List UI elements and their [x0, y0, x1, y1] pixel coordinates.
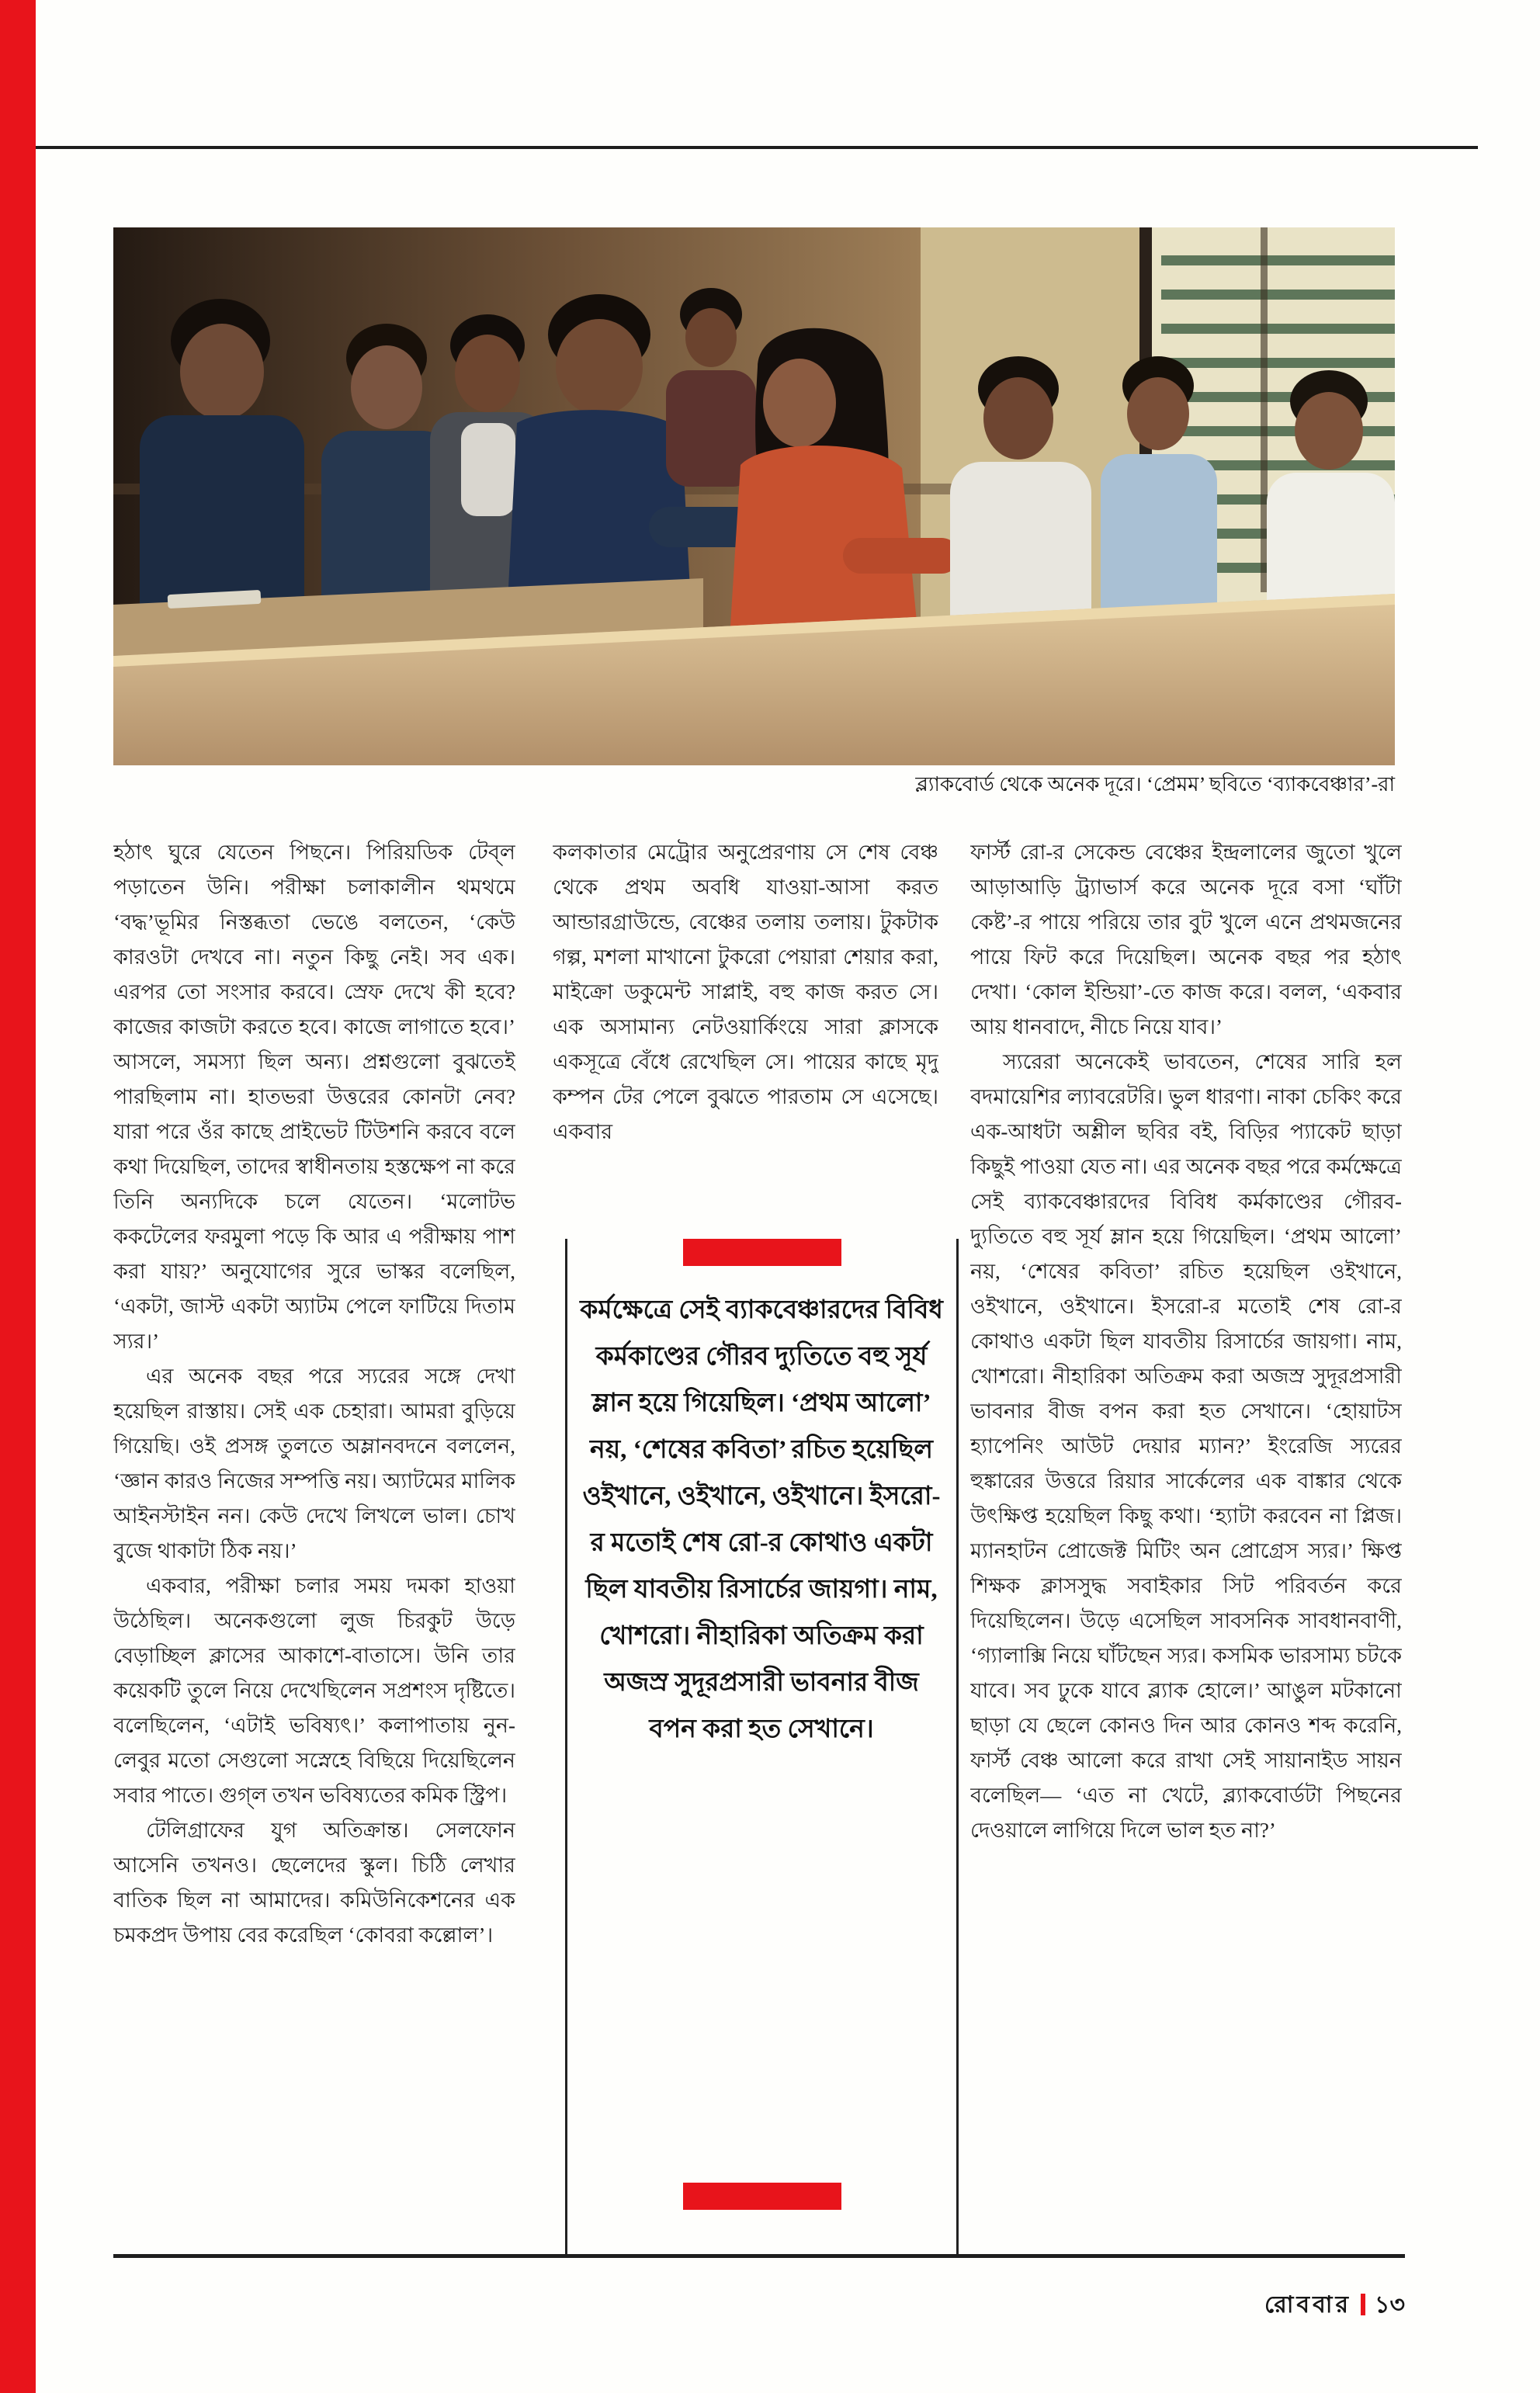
pullquote-bottom-red-bar	[683, 2183, 841, 2210]
left-margin-red-strip	[0, 0, 36, 2393]
top-horizontal-rule	[36, 146, 1478, 149]
text-column-1	[113, 835, 515, 2242]
paragraph: এর অনেক বছর পরে স্যরের সঙ্গে দেখা হয়েছিল রাস্তায়। সেই এক চেহারা। আমরা বুড়িয়ে গিয়েছি। ওই প্রসঙ্গ তুলতে অম্লানবদনে বললেন, ‘জ্ঞান কারও নিজের সম্পত্তি নয়। অ্যাটমের মালিক আইনস্টাইন নন। কেউ দেখে লিখলে ভাল। চোখ বুজে থাকাটা ঠিক নয়।’	[113, 1365, 515, 1562]
text-column-3	[970, 835, 1402, 2242]
paragraph: ফার্স্ট রো-র সেকেন্ড বেঞ্চের ইন্দ্রলালের জুতো খুলে আড়াআড়ি ট্র্যাভার্স করে অনেক দূরে বসা ‘ঘাঁটা কেষ্ট’-র পায়ে পরিয়ে তার বুট খুলে এনে প্রথমজনের পায়ে ফিট করে দিয়েছিল। অনেক বছর পর হঠাৎ দেখা। ‘কোল ইন্ডিয়া’-তে কাজ করে। বলল, ‘একবার আয় ধানবাদে, নীচে নিয়ে যাব।’	[970, 841, 1402, 1039]
footer-red-divider	[1361, 2294, 1365, 2315]
paragraph: একবার, পরীক্ষা চলার সময় দমকা হাওয়া উঠেছিল। অনেকগুলো লুজ চিরকুট উড়ে বেড়াচ্ছিল ক্লাসের আকাশে-বাতাসে। উনি তার কয়েকটি তুলে নিয়ে দেখেছিলেন সপ্রশংস দৃষ্টিতে। বলেছিলেন, ‘এটাই ভবিষ্যৎ।’ কলাপাতায় নুন-লেবুর মতো সেগুলো সস্নেহে বিছিয়ে দিয়েছিলেন সবার পাতে। গুগ্‌ল তখন ভবিষ্যতের কমিক স্ট্রিপ।	[113, 1574, 515, 1807]
paragraph: হঠাৎ ঘুরে যেতেন পিছনে। পিরিয়ডিক টেব্‌ল পড়াতেন উনি। পরীক্ষা চলাকালীন থমথমে ‘বদ্ধ’ভূমির নিস্তব্ধতা ভেঙে বলতেন, ‘কেউ কারওটা দেখবে না। নতুন কিছু নেই। সব এক। এরপর তো সংসার করবে। স্রেফ দেখে কী হবে? কাজের কাজটা করতে হবে। কাজে লাগাতে হবে।’ আসলে, সমস্যা ছিল অন্য। প্রশ্নগুলো বুঝতেই পারছিলাম না। হাতভরা উত্তরের কোনটা নেব? যারা পরে ওঁর কাছে প্রাইভেট টিউশনি করবে বলে কথা দিয়েছিল, তাদের স্বাধীনতায় হস্তক্ষেপ না করে তিনি অন্যদিকে চলে যেতেন। ‘মলোটভ ককটেলের ফরমুলা পড়ে কি আর এ পরীক্ষায় পাশ করা যায়?’ অনুযোগের সুরে ভাস্কর বলেছিল, ‘একটা, জাস্ট একটা অ্যাটম পেলে ফাটিয়ে দিতাম স্যর।’	[113, 841, 515, 1353]
classroom-photo-illustration	[113, 227, 1395, 765]
article-photo	[113, 227, 1395, 765]
pullquote-block	[567, 1239, 956, 2257]
photo-caption: ব্ল্যাকবোর্ড থেকে অনেক দূরে। ‘প্রেমম’ ছবিতে ‘ব্যাকবেঞ্চার’-রা	[915, 773, 1395, 796]
paragraph: স্যরেরা অনেকেই ভাবতেন, শেষের সারি হল বদমায়েশির ল্যাবরেটরি। ভুল ধারণা। নাকা চেকিং করে এক-আধটা অশ্লীল ছবির বই, বিড়ির প্যাকেট ছাড়া কিছুই পাওয়া যেত না। এর অনেক বছর পরে কর্মক্ষেত্রে সেই ব্যাকবেঞ্চারদের বিবিধ কর্মকাণ্ডের গৌরব-দ্যুতিতে বহু সূর্য ম্লান হয়ে গিয়েছিল। ‘প্রথম আলো’ নয়, ‘শেষের কবিতা’ রচিত হয়েছিল ওইখানে, ওইখানে, ওইখানে। ইসরো-র মতোই শেষ রো-র কোথাও একটা ছিল যাবতীয় রিসার্চের জায়গা। নাম, খোশরো। নীহারিকা অতিক্রম করা অজস্র সুদূরপ্রসারী ভাবনার বীজ বপন করা হত সেখানে। ‘হোয়াটস হ্যাপেনিং আউট দেয়ার ম্যান?’ ইংরেজি স্যরের হুঙ্কারের উত্তরে রিয়ার সার্কেলের এক বাঙ্কার থেকে উৎক্ষিপ্ত হয়েছিল কিছু কথা। ‘হ্যাটা করবেন না প্লিজ। ম্যানহাটন প্রোজেক্ট মিটিং অন প্রোগ্রেস স্যর।’ ক্ষিপ্ত শিক্ষক ক্লাসসুদ্ধ সবাইকার সিট পরিবর্তন করে দিয়েছিলেন। উড়ে এসেছিল সাবসনিক সাবধানবাণী, ‘গ্যালাক্সি নিয়ে ঘাঁটছেন স্যর। কসমিক ভারসাম্য চটকে যাবে। সব ঢুকে যাবে ব্ল্যাক হোলে।’ আঙুল মটকানো ছাড়া যে ছেলে কোনও দিন আর কোনও শব্দ করেনি, ফার্স্ট বেঞ্চ আলো করে রাখা সেই সায়ানাইড সায়ন বলেছিল— ‘এত না খেটে, ব্ল্যাকবোর্ডটা পিছনের দেওয়ালে লাগিয়ে দিলে ভাল হত না?’	[970, 1050, 1402, 1842]
page-footer	[113, 2290, 1405, 2321]
pullquote-right-rule	[956, 1239, 959, 2257]
pullquote-text: কর্মক্ষেত্রে সেই ব্যাকবেঞ্চারদের বিবিধ কর্মকাণ্ডের গৌরব দ্যুতিতে বহু সূর্য ম্লান হয়ে গিয়েছিল। ‘প্রথম আলো’ নয়, ‘শেষের কবিতা’ রচিত হয়েছিল ওইখানে, ওইখানে, ওইখানে। ইসরো-র মতোই শেষ রো-র কোথাও একটা ছিল যাবতীয় রিসার্চের জায়গা। নাম, খোশরো। নীহারিকা অতিক্রম করা অজস্র সুদূরপ্রসারী ভাবনার বীজ বপন করা হত সেখানে।	[580, 1296, 943, 1743]
bottom-horizontal-rule	[113, 2254, 1405, 2258]
text-column-2	[553, 835, 938, 1208]
paragraph: কলকাতার মেট্রোর অনুপ্রেরণায় সে শেষ বেঞ্চ থেকে প্রথম অবধি যাওয়া-আসা করত আন্ডারগ্রাউন্ডে, বেঞ্চের তলায় তলায়। টুকটাক গল্প, মশলা মাখানো টুকরো পেয়ারা শেয়ার করা, মাইক্রো ডকুমেন্ট সাপ্লাই, বহু কাজ করত সে। এক অসামান্য নেটওয়ার্কিংয়ে সারা ক্লাসকে একসূত্রে বেঁধে রেখেছিল সে। পায়ের কাছে মৃদু কম্পন টের পেলে বুঝতে পারতাম সে এসেছে। একবার	[553, 841, 938, 1143]
paragraph: টেলিগ্রাফের যুগ অতিক্রান্ত। সেলফোন আসেনি তখনও। ছেলেদের স্কুল। চিঠি লেখার বাতিক ছিল না আমাদের। কমিউনিকেশনের এক চমকপ্রদ উপায় বের করেছিল ‘কোবরা কল্লোল’।	[113, 1819, 515, 1947]
page-number: ১৩	[1375, 2292, 1405, 2318]
publication-name: রোববার	[1264, 2292, 1352, 2318]
pullquote-top-red-bar	[683, 1239, 841, 1266]
